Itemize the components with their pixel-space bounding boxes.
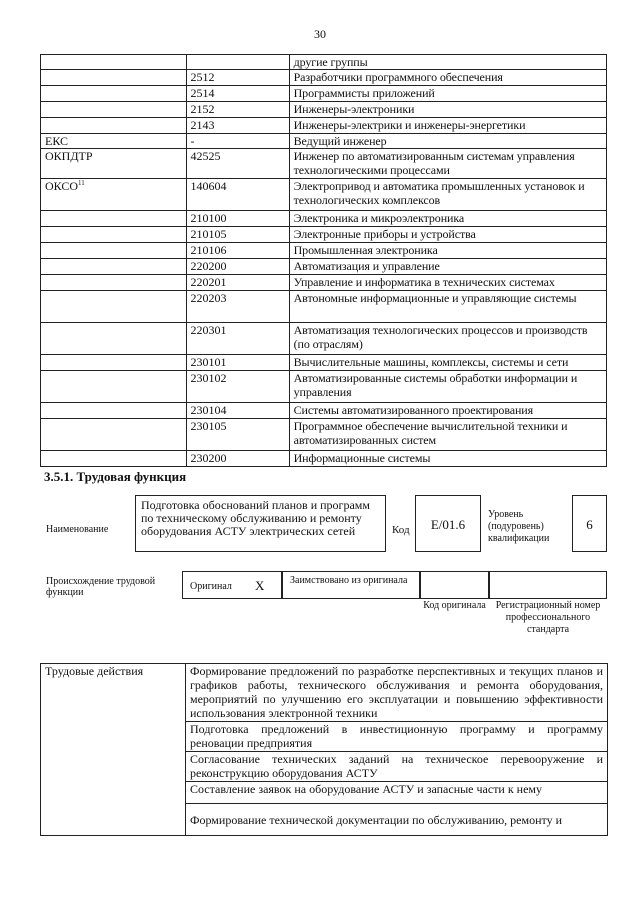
cell-text: ОКСО — [45, 179, 79, 193]
cell-text: Ведущий инженер — [293, 134, 387, 148]
table-row — [41, 149, 607, 179]
table-cell-col3 — [289, 70, 606, 86]
cell-text: 220203 — [190, 291, 227, 305]
table-cell-col1 — [41, 70, 187, 86]
level-value-box: 6 — [572, 495, 607, 552]
table-cell-col2 — [186, 134, 289, 149]
table-cell-col2 — [186, 275, 289, 291]
cell-text: 2143 — [190, 118, 215, 132]
level-label: Уровень (подуровень) квалификации — [488, 509, 550, 544]
table-cell-col2 — [186, 371, 289, 403]
cell-text: 210100 — [190, 211, 227, 225]
table-cell-col1 — [41, 211, 187, 227]
table-cell-col3 — [289, 102, 606, 118]
cell-text: Электронные приборы и устройства — [293, 227, 476, 241]
table-cell-col2 — [186, 403, 289, 419]
table-cell-col2 — [186, 118, 289, 134]
table-cell-col1 — [41, 227, 187, 243]
table-row — [41, 664, 608, 722]
table-cell-col2 — [186, 243, 289, 259]
table-row — [41, 86, 607, 102]
table-cell-col1 — [41, 149, 187, 179]
table-cell-col1 — [41, 134, 187, 149]
table-cell-col3 — [289, 355, 606, 371]
borrowed-label: Заимствовано из оригинала — [290, 575, 408, 586]
origin-borrowed-cell — [282, 571, 420, 599]
cell-text: Автономные информационные и управляющие системы — [293, 291, 577, 305]
table-cell-col2 — [186, 323, 289, 355]
table-cell-col1 — [41, 55, 187, 70]
original-code-label: Код оригинала — [423, 600, 486, 611]
table-cell-col1 — [41, 102, 187, 118]
cell-text: Электроника и микроэлектроника — [293, 211, 465, 225]
cell-text: другие группы — [293, 55, 368, 69]
table-row — [41, 179, 607, 211]
table-cell-col1 — [41, 243, 187, 259]
original-mark: X — [255, 578, 265, 593]
table-cell-col2 — [186, 149, 289, 179]
table-row — [41, 70, 607, 86]
table-cell-col3 — [289, 134, 606, 149]
table-row — [41, 419, 607, 451]
cell-text: 220301 — [190, 323, 227, 337]
function-code-box: Е/01.6 — [415, 495, 481, 552]
cell-text: 230200 — [190, 451, 227, 465]
table-cell-col3 — [289, 211, 606, 227]
cell-text: Вычислительные машины, комплексы, системы и сети — [293, 355, 569, 369]
registration-number-label: Регистрационный номер профессионального стандарта — [495, 600, 601, 635]
origin-original-cell — [182, 571, 282, 599]
labor-action-item: Формирование предложений по разработке перспективных и текущих планов и графиков работы, технического обслуживания и ремонта оборудования, мероприятий по улучшению его эксплуатации и повышению эффективности использования электронной техники — [186, 664, 608, 722]
table-cell-col1 — [41, 323, 187, 355]
table-row — [41, 243, 607, 259]
table-row — [41, 275, 607, 291]
cell-text: Управление и информатика в технических системах — [293, 275, 555, 289]
cell-text: 42525 — [190, 149, 221, 163]
cell-text: 2514 — [190, 86, 215, 100]
cell-text: 2512 — [190, 70, 215, 84]
cell-text: Информационные системы — [293, 451, 431, 465]
table-cell-col2 — [186, 227, 289, 243]
table-cell-col3 — [289, 86, 606, 102]
labor-actions-label: Трудовые действия — [41, 664, 186, 836]
table-cell-col1 — [41, 291, 187, 323]
original-label: Оригинал — [190, 581, 232, 592]
table-cell-col3 — [289, 403, 606, 419]
table-cell-col3 — [289, 243, 606, 259]
cell-text: Разработчики программного обеспечения — [293, 70, 503, 84]
table-cell-col2 — [186, 259, 289, 275]
table-cell-col3 — [289, 371, 606, 403]
table-cell-col2 — [186, 211, 289, 227]
table-cell-col3 — [289, 149, 606, 179]
labor-actions-table — [40, 663, 608, 836]
table-cell-col2 — [186, 86, 289, 102]
cell-text: 210105 — [190, 227, 227, 241]
cell-text: 220201 — [190, 275, 227, 289]
table-cell-col2 — [186, 55, 289, 70]
cell-text: 210106 — [190, 243, 227, 257]
table-cell-col2 — [186, 355, 289, 371]
cell-text: Программное обеспечение вычислительной техники и автоматизированных систем — [293, 419, 568, 447]
table-cell-col1 — [41, 259, 187, 275]
table-row — [41, 134, 607, 149]
table-cell-col2 — [186, 102, 289, 118]
table-row — [41, 451, 607, 467]
cell-text: Электропривод и автоматика промышленных установок и технологических комплексов — [293, 179, 585, 207]
cell-text: Инженеры-электроники — [293, 102, 415, 116]
table-cell-col2 — [186, 419, 289, 451]
cell-text: Программисты приложений — [293, 86, 435, 100]
cell-text: Автоматизация технологических процессов и производств (по отраслям) — [293, 323, 588, 351]
labor-action-item: Согласование технических заданий на техническое перевооружение и реконструкцию оборудования АСТУ — [186, 752, 608, 782]
cell-text: Автоматизация и управление — [293, 259, 440, 273]
table-cell-col1 — [41, 355, 187, 371]
table-cell-col1 — [41, 371, 187, 403]
cell-text: Промышленная электроника — [293, 243, 438, 257]
cell-text: 230102 — [190, 371, 227, 385]
table-cell-col1 — [41, 118, 187, 134]
table-row — [41, 259, 607, 275]
cell-text: 2152 — [190, 102, 215, 116]
cell-text: ЕКС — [45, 134, 69, 148]
cell-text: Системы автоматизированного проектирования — [293, 403, 534, 417]
section-heading: 3.5.1. Трудовая функция — [44, 469, 187, 484]
table-cell-col3 — [289, 118, 606, 134]
classification-table — [40, 54, 607, 467]
table-cell-col3 — [289, 179, 606, 211]
table-row — [41, 323, 607, 355]
table-row — [41, 403, 607, 419]
name-label: Наименование — [46, 524, 109, 535]
labor-action-item: Составление заявок на оборудование АСТУ и запасные части к нему — [186, 782, 608, 804]
table-cell-col1 — [41, 275, 187, 291]
table-row — [41, 55, 607, 70]
table-cell-col3 — [289, 55, 606, 70]
table-cell-col2 — [186, 179, 289, 211]
registration-number-cell — [489, 571, 607, 599]
table-cell-col2 — [186, 451, 289, 467]
table-cell-col3 — [289, 451, 606, 467]
origin-label: Происхождение трудовой функции — [46, 576, 156, 598]
cell-text: 220200 — [190, 259, 227, 273]
table-cell-col3 — [289, 227, 606, 243]
table-cell-col2 — [186, 291, 289, 323]
table-cell-col1 — [41, 419, 187, 451]
page-number: 30 — [314, 27, 326, 41]
cell-text: Инженер по автоматизированным системам управления технологическими процессами — [293, 149, 575, 177]
cell-text: 230105 — [190, 419, 227, 433]
table-row — [41, 118, 607, 134]
table-row — [41, 291, 607, 323]
table-cell-col3 — [289, 291, 606, 323]
table-cell-col1 — [41, 86, 187, 102]
original-code-cell — [420, 571, 489, 599]
table-cell-col1 — [41, 403, 187, 419]
cell-text: - — [190, 134, 195, 148]
cell-text: 230104 — [190, 403, 227, 417]
code-label: Код — [392, 524, 410, 536]
table-row — [41, 102, 607, 118]
cell-text: 230101 — [190, 355, 227, 369]
cell-text: 140604 — [190, 179, 227, 193]
table-row — [41, 355, 607, 371]
table-row — [41, 371, 607, 403]
cell-text: Инженеры-электрики и инженеры-энергетики — [293, 118, 526, 132]
footnote-marker: 11 — [78, 179, 85, 187]
table-cell-col3 — [289, 323, 606, 355]
table-cell-col1 — [41, 179, 187, 211]
cell-text: Автоматизированные системы обработки информации и управления — [293, 371, 578, 399]
table-row — [41, 227, 607, 243]
table-cell-col3 — [289, 259, 606, 275]
table-cell-col3 — [289, 275, 606, 291]
function-name-box: Подготовка обоснований планов и программ по техническому обслуживанию и ремонту оборудования АСТУ электрических сетей — [135, 495, 386, 552]
labor-action-item: Подготовка предложений в инвестиционную программу и программу реновации предприятия — [186, 722, 608, 752]
labor-action-item: Формирование технической документации по обслуживанию, ремонту и — [186, 804, 608, 836]
cell-text: ОКПДТР — [45, 149, 93, 163]
table-row — [41, 211, 607, 227]
table-cell-col1 — [41, 451, 187, 467]
table-cell-col2 — [186, 70, 289, 86]
table-cell-col3 — [289, 419, 606, 451]
